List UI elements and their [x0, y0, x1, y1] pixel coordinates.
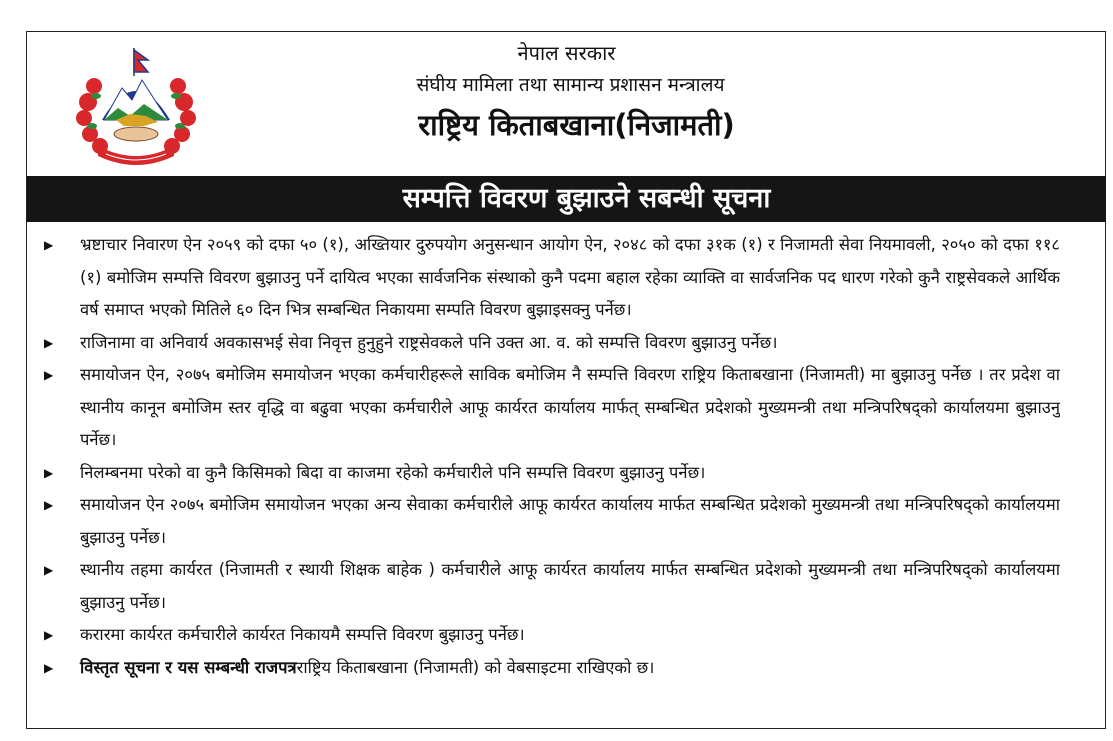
notice-item-text: निलम्बनमा परेको वा कुनै किसिमको बिदा वा काजमा रहेको कर्मचारीले पनि सम्पत्ति विवरण बुझाउनु पर्नेछ।	[80, 462, 706, 482]
triangle-right-icon: ▶	[44, 465, 54, 480]
triangle-right-icon: ▶	[44, 368, 54, 382]
notice-item-text: स्थानीय तहमा कार्यरत (निजामती र स्थायी शिक्षक बाहेक ) कर्मचारीले आफू कार्यरत कार्यालय मार्फत सम्बन्धित प्रदेशको मुख्यमन्त्री तथा मन्त्रिपरिषद्को कार्यालयमा बुझाउनु पर्नेछ।	[80, 560, 1060, 612]
triangle-right-icon: ▶	[44, 660, 54, 675]
triangle-right-icon: ▶	[44, 563, 54, 577]
notice-item-text: समायोजन ऐन, २०७५ बमोजिम समायोजन भएका कर्मचारीहरूले साविक बमोजिम नै सम्पत्ति विवरण राष्ट्रिय किताबखाना (निजामती) मा बुझाउनु पर्नेछ । तर प्रदेश वा स्थानीय कानून बमोजिम स्तर वृद्धि वा बढुवा भएका कर्मचारीले आफू कार्यरत कार्यालय मार्फत् सम्बन्धित प्रदेशको मुख्यमन्त्री तथा मन्त्रिपरिषद्को कार्यालयमा बुझाउनु पर्नेछ।	[80, 365, 1060, 449]
notice-item-6	[40, 554, 1060, 619]
triangle-right-icon: ▶	[44, 498, 54, 512]
triangle-right-icon: ▶	[44, 628, 54, 642]
notice-title: सम्पत्ति विवरण बुझाउने सबन्धी सूचना	[402, 183, 771, 214]
notice-title-banner	[27, 176, 1106, 222]
ministry-name: संघीय मामिला तथा सामान्य प्रशासन मन्त्रालय	[416, 74, 725, 96]
notice-item-text: समायोजन ऐन २०७५ बमोजिम समायोजन भएका अन्य सेवाका कर्मचारीले आफू कार्यरत कार्यालय मार्फत सम्बन्धित प्रदेशको मुख्यमन्त्री तथा मन्त्रिपरिषद्को कार्यालयमा बुझाउनु पर्नेछ।	[80, 495, 1060, 547]
notice-item-1	[40, 229, 1060, 327]
notice-item-2	[40, 327, 1060, 360]
notice-item-text: राष्ट्रिय किताबखाना (निजामती) को वेबसाइटमा राखिएको छ।	[296, 657, 655, 677]
notice-item-5	[40, 489, 1060, 554]
notice-item-8	[40, 652, 1060, 685]
triangle-right-icon: ▶	[44, 238, 54, 252]
notice-item-4	[40, 457, 1060, 490]
notice-items	[40, 229, 1060, 684]
notice-item-text: राजिनामा वा अनिवार्य अवकासभई सेवा निवृत्त हुनुहुने राष्ट्रसेवकले पनि उक्त आ. व. को सम्पत्ति विवरण बुझाउनु पर्नेछ।	[80, 332, 778, 352]
notice-item-text: करारमा कार्यरत कर्मचारीले कार्यरत निकायमै सम्पत्ति विवरण बुझाउनु पर्नेछ।	[80, 625, 525, 644]
government-name: नेपाल सरकार	[517, 41, 616, 65]
notice-item-7	[40, 619, 1060, 652]
office-name: राष्ट्रिय किताबखाना(निजामती)	[418, 108, 735, 142]
notice-header	[0, 38, 1113, 146]
notice-item-text: भ्रष्टाचार निवारण ऐन २०५९ को दफा ५० (१), अख्तियार दुरुपयोग अनुसन्धान आयोग ऐन, २०४८ को दफा ३१क (१) र निजामती सेवा नियमावली, २०५० को दफा ११८ (१) बमोजिम सम्पत्ति विवरण बुझाउनु पर्ने दायित्व भएका सार्वजनिक संस्थाको कुनै पदमा बहाल रहेका व्याक्ति वा सार्वजनिक पद धारण गरेको कुनै राष्ट्रसेवकले आर्थिक वर्ष समाप्त भएको मितिले ६० दिन भित्र सम्बन्धित निकायमा सम्पति विवरण बुझाइसक्नु पर्नेछ।	[80, 235, 1060, 319]
notice-item-bold-text: विस्तृत सूचना र यस सम्बन्धी राजपत्र	[80, 657, 297, 677]
notice-item-3	[40, 359, 1060, 457]
triangle-right-icon: ▶	[44, 335, 54, 350]
